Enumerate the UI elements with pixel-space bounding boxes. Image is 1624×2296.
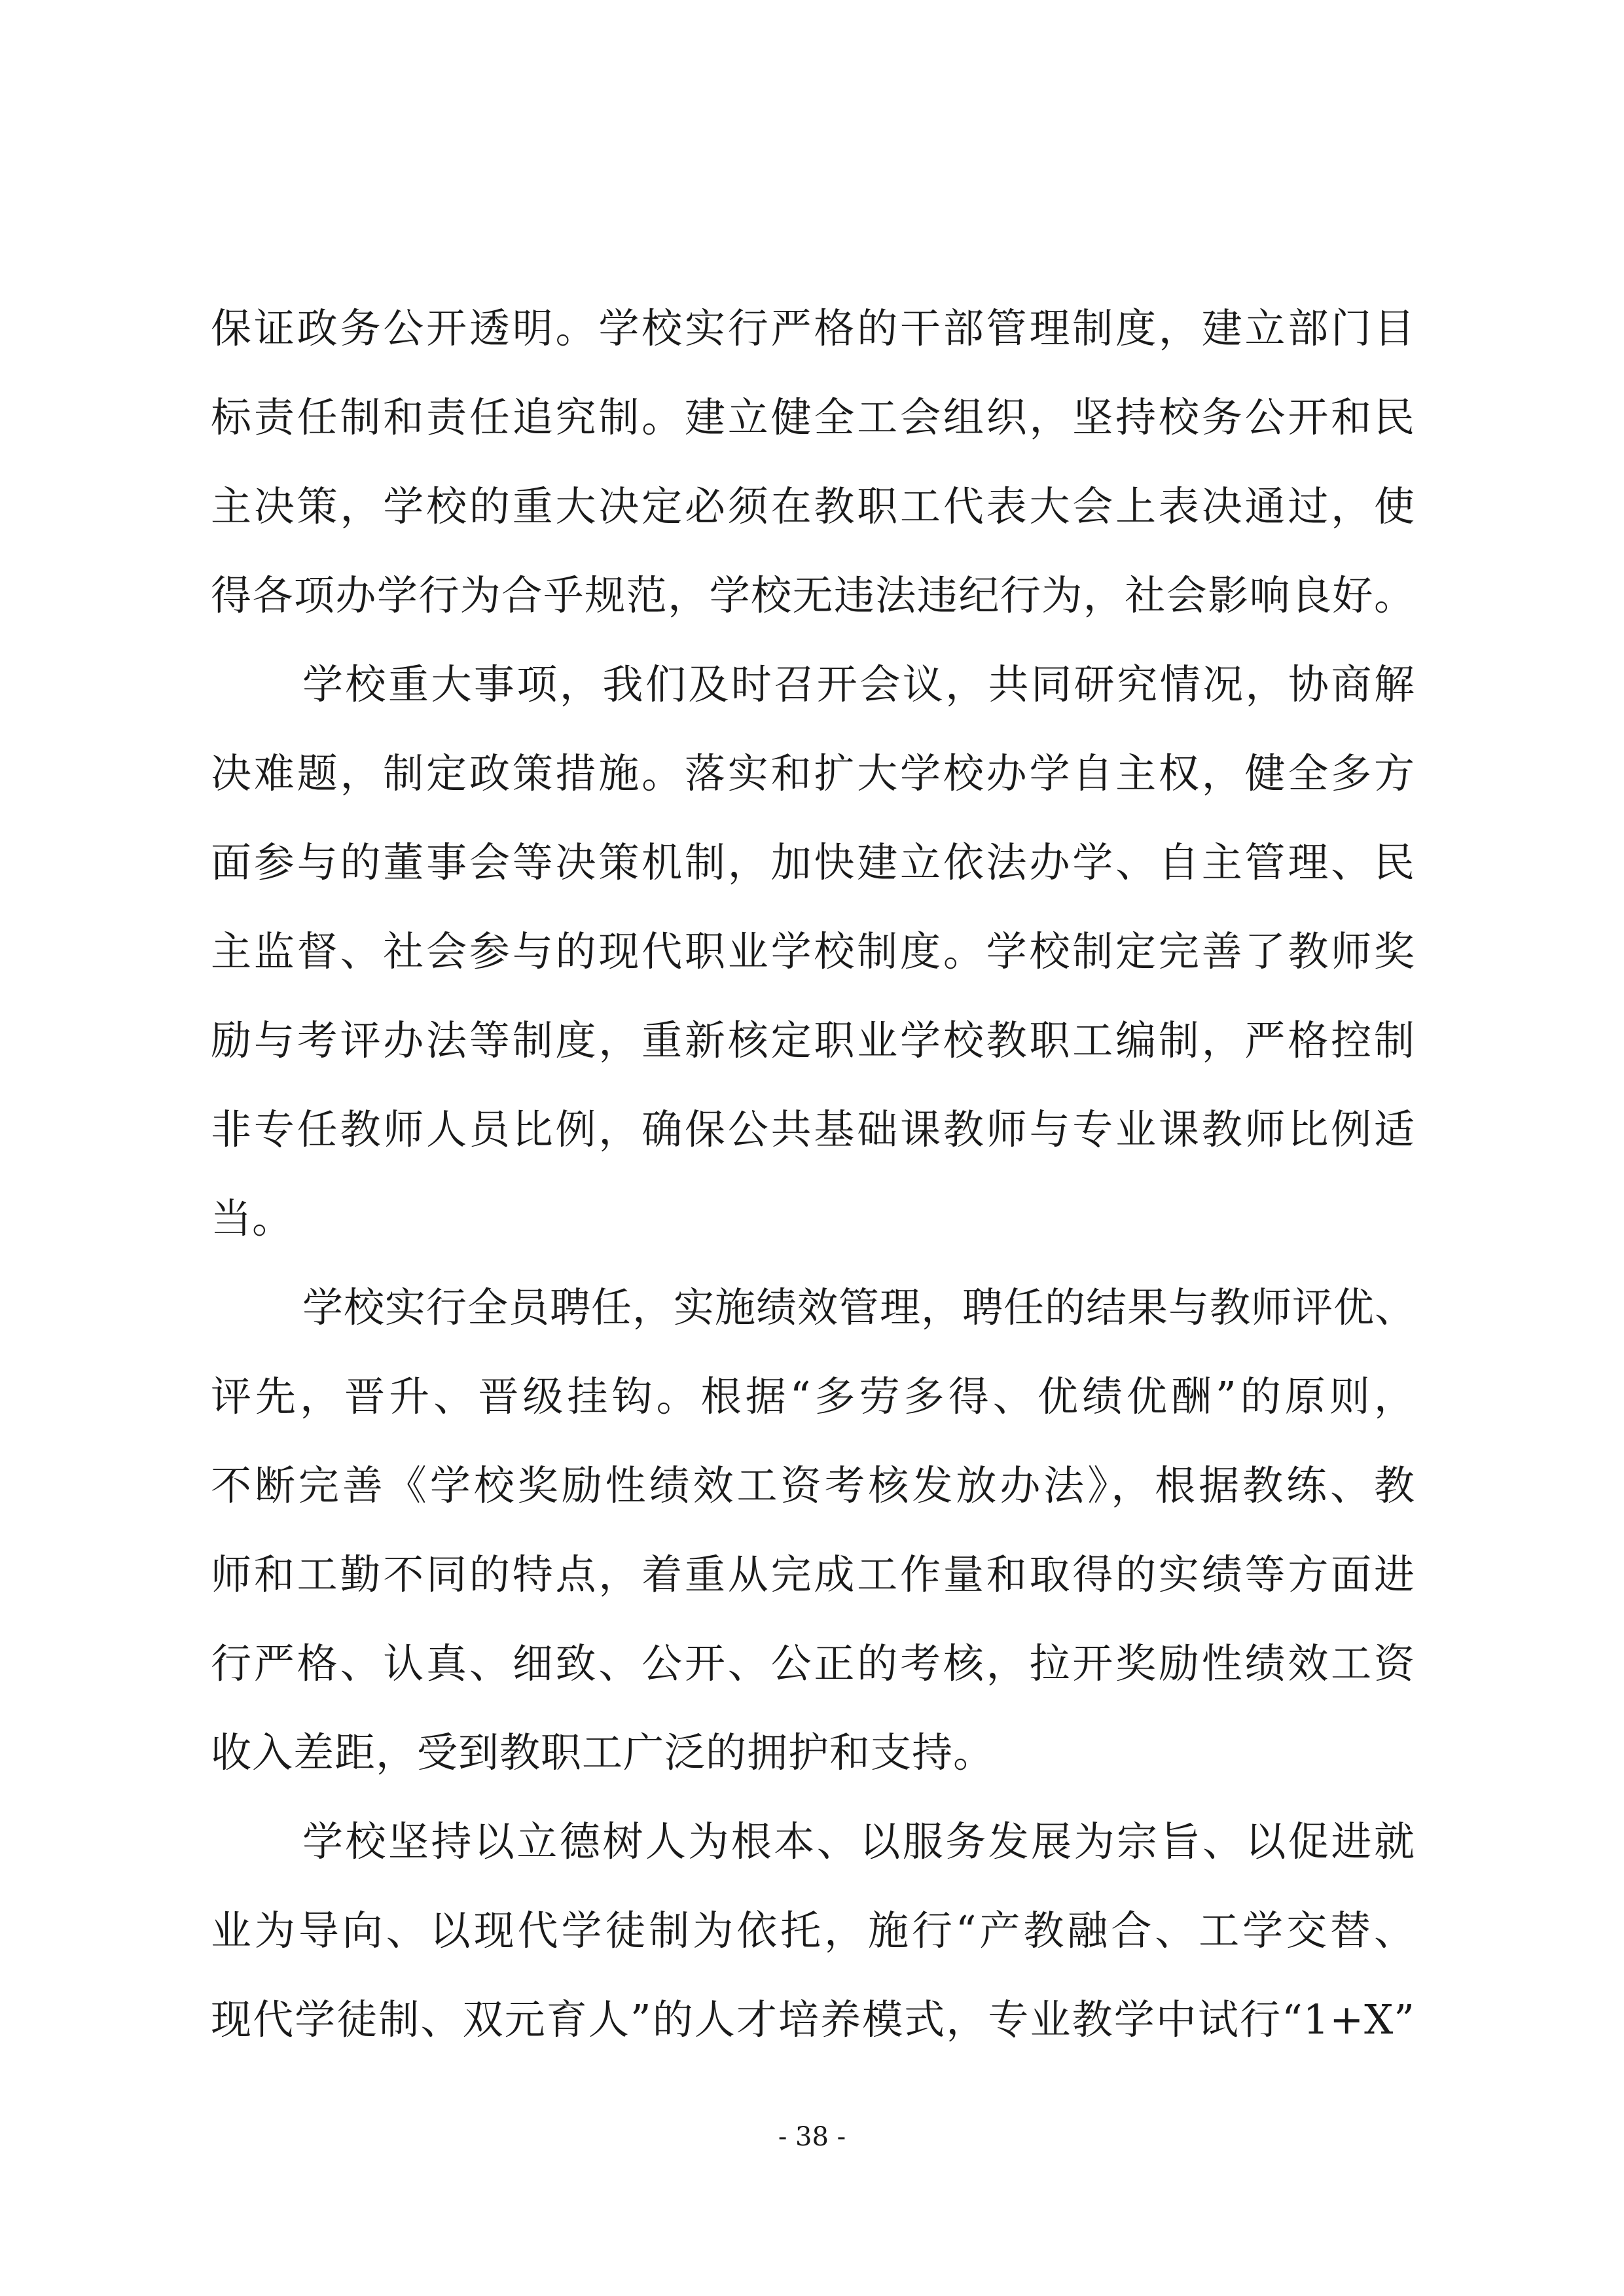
text-line: 师和工勤不同的特点，着重从完成工作量和取得的实绩等方面进 bbox=[211, 1551, 1415, 1598]
text-line: 业为导向、以现代学徒制为依托，施行“产教融合、工学交替、 bbox=[211, 1907, 1415, 1954]
text-line: 行严格、认真、细致、公开、公正的考核，拉开奖励性绩效工资 bbox=[211, 1640, 1415, 1687]
text-line: 保证政务公开透明。学校实行严格的干部管理制度，建立部门目 bbox=[211, 304, 1415, 352]
text-line: 非专任教师人员比例，确保公共基础课教师与专业课教师比例适 bbox=[211, 1105, 1415, 1153]
text-line: 收入差距，受到教职工广泛的拥护和支持。 bbox=[211, 1729, 995, 1776]
paragraph-first-line: 学校坚持以立德树人为根本、以服务发展为宗旨、以促进就 bbox=[302, 1818, 1415, 1865]
text-line: 不断完善《学校奖励性绩效工资考核发放办法》，根据教练、教 bbox=[211, 1462, 1415, 1509]
text-line: 决难题，制定政策措施。落实和扩大学校办学自主权，健全多方 bbox=[211, 749, 1415, 797]
text-line: 得各项办学行为合乎规范，学校无违法违纪行为，社会影响良好。 bbox=[211, 571, 1415, 619]
text-line: 励与考评办法等制度，重新核定职业学校教职工编制，严格控制 bbox=[211, 1016, 1415, 1064]
text-line: 主决策，学校的重大决定必须在教职工代表大会上表决通过，使 bbox=[211, 482, 1415, 530]
paragraph-first-line: 学校重大事项，我们及时召开会议，共同研究情况，协商解 bbox=[302, 660, 1415, 708]
text-line: 标责任制和责任追究制。建立健全工会组织，坚持校务公开和民 bbox=[211, 393, 1415, 441]
text-line: 现代学徒制、双元育人”的人才培养模式，专业教学中试行“1+X” bbox=[211, 1996, 1415, 2043]
paragraph-first-line: 学校实行全员聘任，实施绩效管理，聘任的结果与教师评优、 bbox=[302, 1283, 1416, 1331]
text-line: 面参与的董事会等决策机制，加快建立依法办学、自主管理、民 bbox=[211, 838, 1415, 886]
text-line: 评先，晋升、晋级挂钩。根据“多劳多得、优绩优酬”的原则， bbox=[211, 1372, 1415, 1420]
text-line: 主监督、社会参与的现代职业学校制度。学校制定完善了教师奖 bbox=[211, 927, 1415, 975]
text-line: 当。 bbox=[211, 1194, 294, 1242]
page-number: - 38 - bbox=[778, 2122, 846, 2152]
